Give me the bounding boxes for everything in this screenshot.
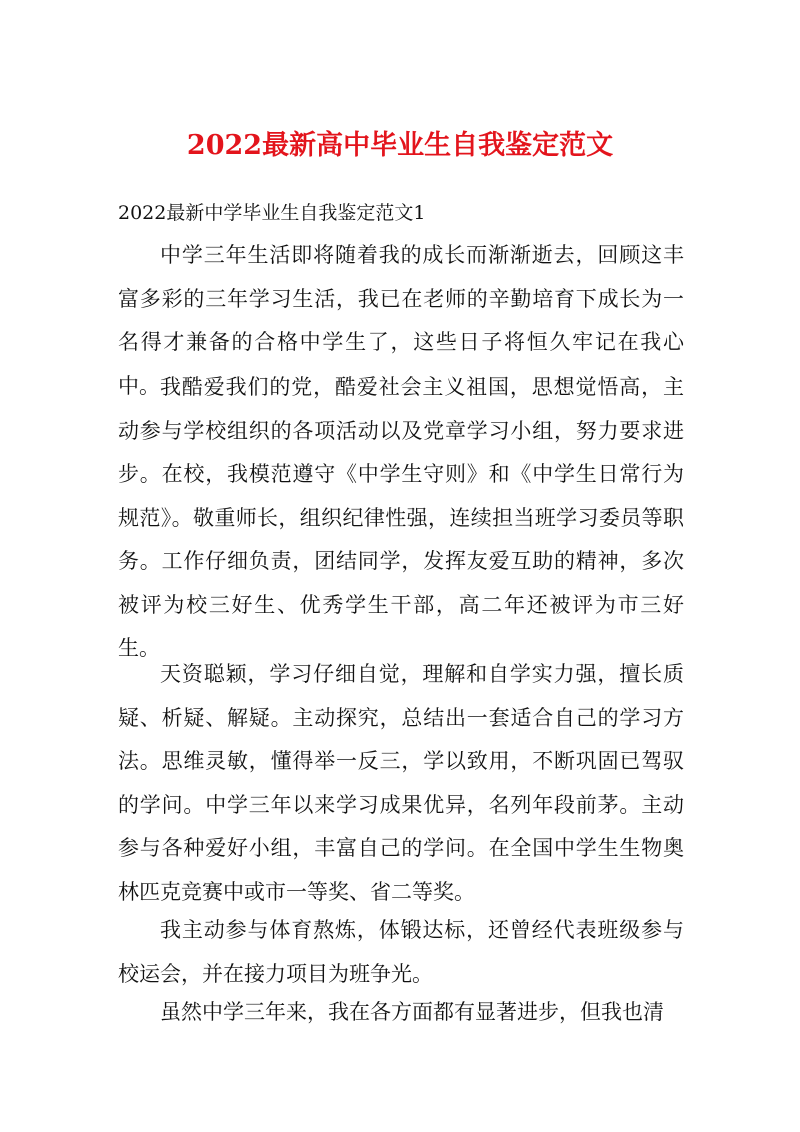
paragraph-5: 虽然中学三年来，我在各方面都有显著进步，但我也清 bbox=[160, 1000, 664, 1024]
paragraph-1: 中学三年生活即将随着我的成长而渐渐逝去，回顾这丰富多彩的三年学习生活，我已在老师的辛勤培育下成长为一名得才兼备的合格中学生了，这些日子将恒久牢记在我心中。 bbox=[118, 243, 684, 398]
document-title: 2022最新高中毕业生自我鉴定范文 bbox=[186, 130, 614, 161]
section-heading: 2022最新中学毕业生自我鉴定范文1 bbox=[118, 202, 426, 224]
paragraph-3: 天资聪颖，学习仔细自觉，理解和自学实力强，擅长质疑、析疑、解疑。主动探究，总结出一套适合自己的学习方法。思维灵敏，懂得举一反三，学以致用，不断巩固已驾驭的学问。中学三年以来学习成果优异，名列年段前茅。主动参与各种爱好小组，丰富自己的学问。在全国中学生生物奥林匹克竞赛中或市一等奖、省二等奖。 bbox=[118, 662, 684, 904]
paragraph-4: 我主动参与体育熬炼，体锻达标，还曾经代表班级参与校运会，并在接力项目为班争光。 bbox=[118, 918, 684, 986]
paragraph-2: 我酷爱我们的党，酷爱社会主义祖国，思想觉悟高，主动参与学校组织的各项活动以及党章学习小组，努力要求进步。在校，我模范遵守《中学生守则》和《中学生日常行为规范》。敬重师长，组织纪律性强，连续担当班学习委员等职务。工作仔细负责，团结同学，发挥友爱互助的精神，多次被评为校三好生、优秀学生干部，高二年还被评为市三好生。 bbox=[118, 375, 684, 660]
